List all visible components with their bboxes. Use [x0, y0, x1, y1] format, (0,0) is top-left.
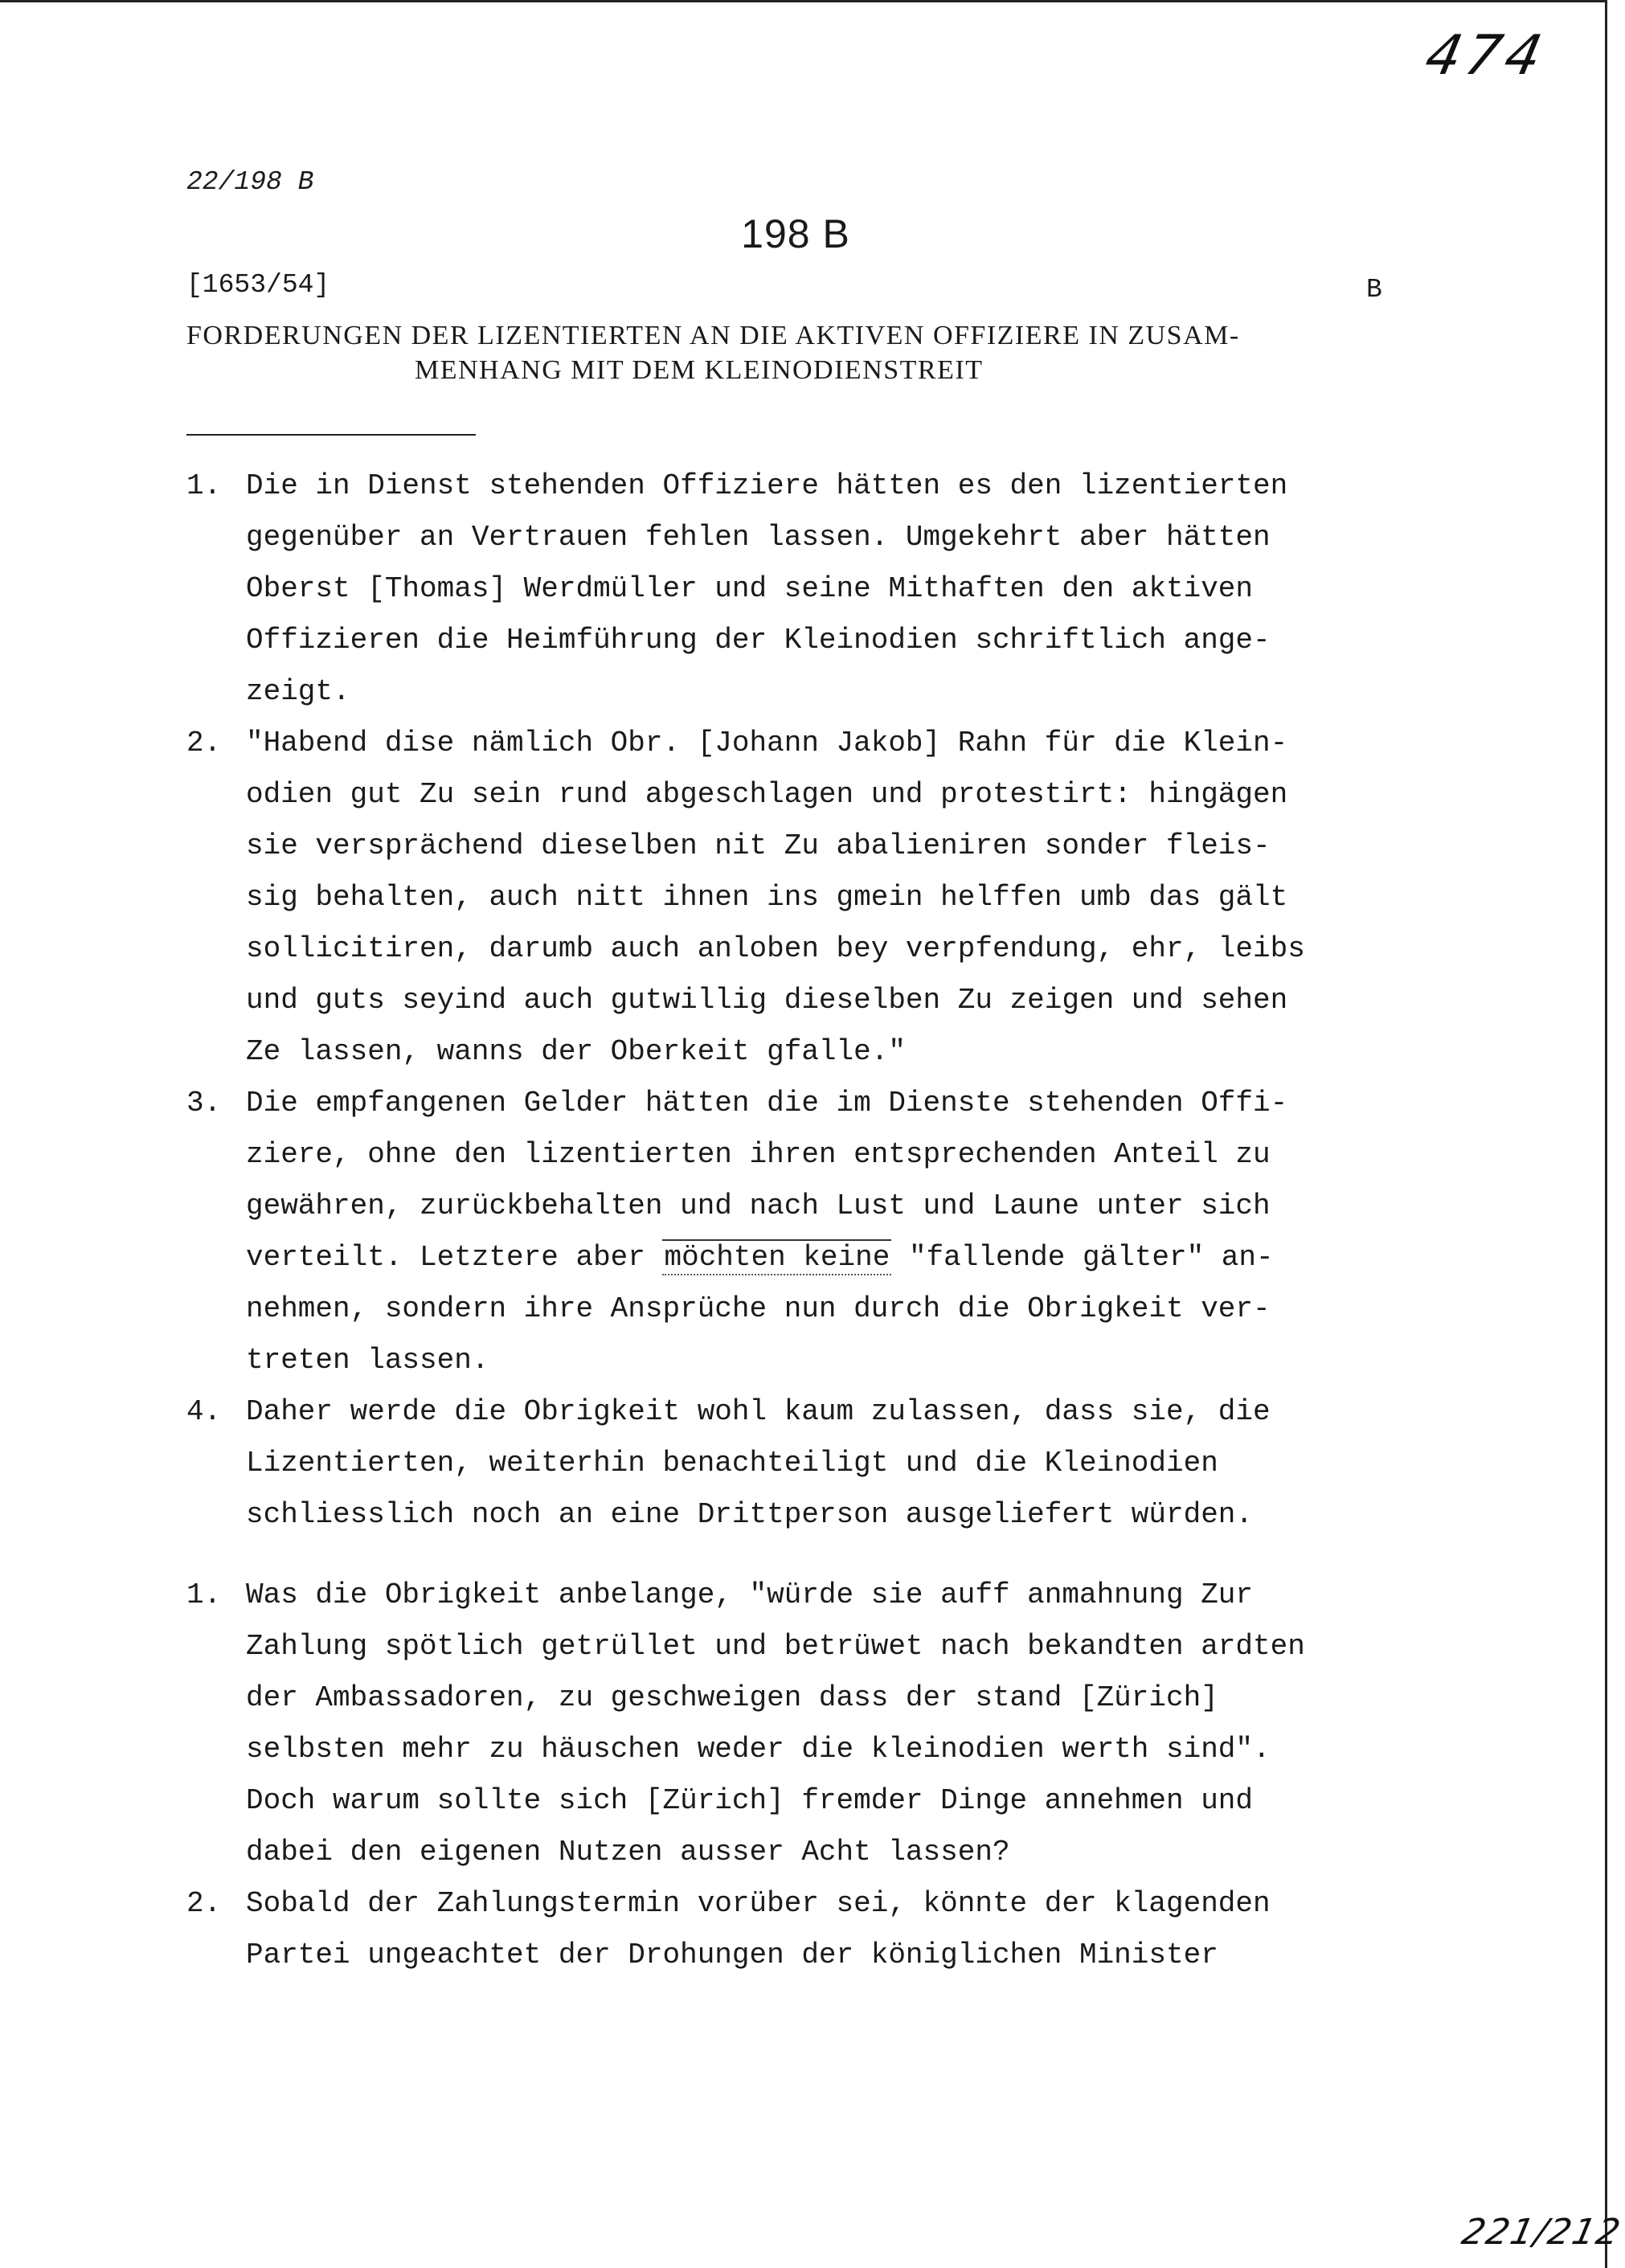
- title-line-1: FORDERUNGEN DER LIZENTIERTEN AN DIE AKTIVEN OFFIZIERE IN ZUSAM-: [186, 321, 1240, 350]
- document-number: 198 B: [741, 211, 850, 256]
- list-item: [186, 718, 1456, 1078]
- item-number: 2.: [186, 727, 222, 759]
- reference-code: 22/198 B: [186, 167, 314, 197]
- item-text: Die in Dienst stehenden Offiziere hätten es den lizentierten gegenüber an Vertrauen fehlen lassen. Umgekehrt aber hätten Oberst [Thomas] Werdmüller und seine Mithaften den aktiven Offizieren die Heimführung der Kleinodien schriftlich ange- zeigt.: [246, 469, 1288, 708]
- document-title: [186, 318, 1240, 387]
- section-one-list: [186, 461, 1456, 1541]
- item-number: 1.: [186, 469, 222, 502]
- item-text-part: "fallende gälter" an- nehmen, sondern ihre Ansprüche nun durch die Obrigkeit ver- treten lassen.: [246, 1241, 1274, 1377]
- item-text-part: Die empfangenen Gelder hätten die im Dienste stehenden Offi- ziere, ohne den lizentierten ihren entsprechenden Anteil zu gewähren, zurückbehalten und nach Lust und Laune unter sich verteilt. Letztere aber: [246, 1087, 1288, 1274]
- list-item: [186, 1078, 1456, 1386]
- archive-number: [1653/54]: [186, 270, 330, 300]
- handwritten-bottom-number: 221/212: [1458, 2212, 1625, 2253]
- item-text: Was die Obrigkeit anbelange, "würde sie auff anmahnung Zur Zahlung spötlich getrüllet und betrüwet nach bekandten ardten der Ambassadoren, zu geschweigen dass der stand [Zürich] selbsten mehr zu häuschen weder die kleinodien werth sind". Doch warum sollte sich [Zürich] fremder Dinge annehmen und dabei den eigenen Nutzen ausser Acht lassen?: [246, 1578, 1305, 1869]
- item-number: 3.: [186, 1087, 222, 1120]
- item-number: 2.: [186, 1887, 222, 1920]
- title-separator-rule: [186, 434, 476, 436]
- page-edge-right: [1605, 0, 1607, 2268]
- list-item: [186, 1878, 1456, 1981]
- list-item: [186, 1570, 1456, 1878]
- page-edge-top: [0, 0, 1607, 2]
- list-item: [186, 461, 1456, 718]
- right-marker: B: [1366, 275, 1382, 305]
- section-two-list: [186, 1570, 1456, 1981]
- list-item: [186, 1386, 1456, 1541]
- handwritten-page-number: 474: [1419, 24, 1553, 88]
- item-text: Sobald der Zahlungstermin vorüber sei, könnte der klagenden Partei ungeachtet der Drohungen der königlichen Minister: [246, 1887, 1271, 1971]
- item-text: "Habend dise nämlich Obr. [Johann Jakob] Rahn für die Klein- odien gut Zu sein rund abgeschlagen und protestirt: hingägen sie versprächend dieselben nit Zu abalieniren sonder fleis- sig behalten, auch nitt ihnen ins gmein helffen umb das gält sollicitiren, darumb auch anloben bey verpfendung, ehr, leibs und guts seyind auch gutwillig dieselben Zu zeigen und sehen Ze lassen, wanns der Oberkeit gfalle.": [246, 727, 1305, 1068]
- item-number: 4.: [186, 1395, 222, 1428]
- title-line-2: MENHANG MIT DEM KLEINODIENSTREIT: [415, 355, 984, 385]
- item-text: Daher werde die Obrigkeit wohl kaum zulassen, dass sie, die Lizentierten, weiterhin benachteiligt und die Kleinodien schliesslich noch an eine Drittperson ausgeliefert würden.: [246, 1395, 1271, 1531]
- marked-phrase: möchten keine: [664, 1241, 890, 1274]
- item-text: [246, 1078, 1456, 1386]
- item-number: 1.: [186, 1578, 222, 1611]
